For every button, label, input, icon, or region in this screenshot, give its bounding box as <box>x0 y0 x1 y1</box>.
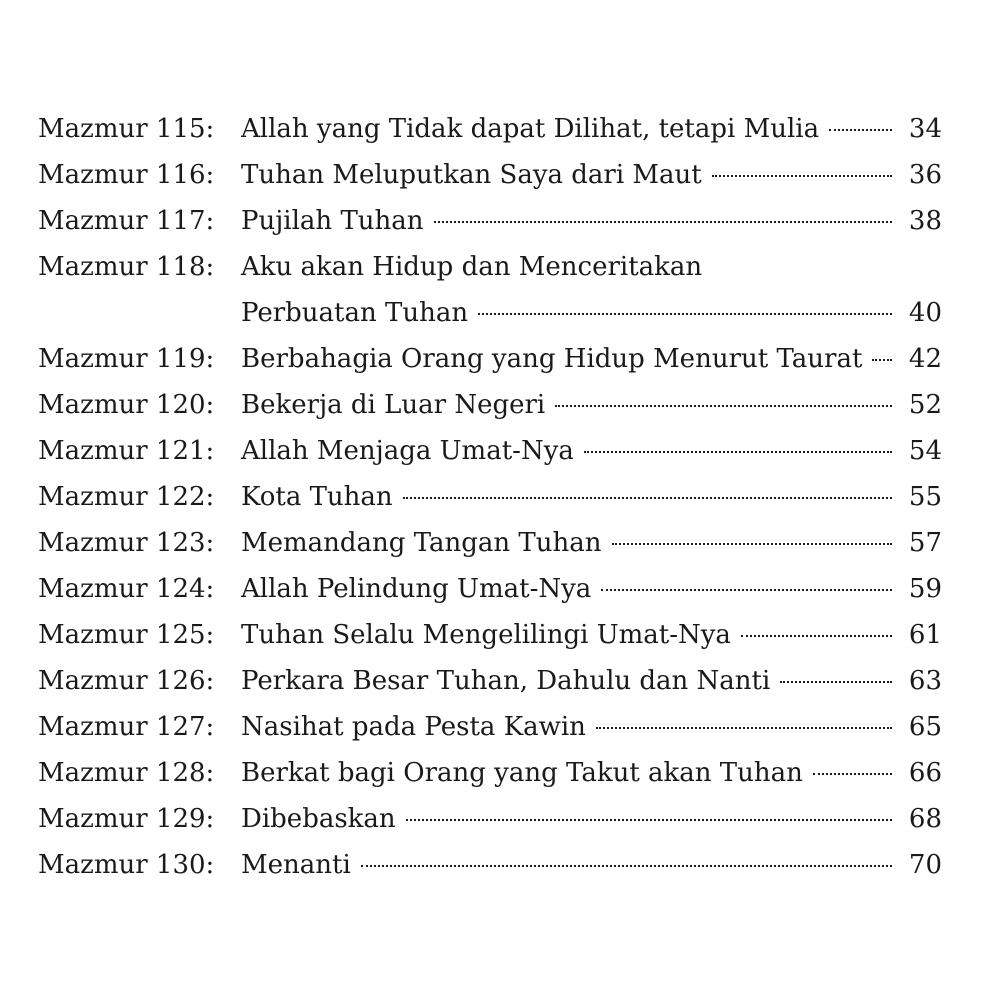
dot-leader <box>741 635 892 637</box>
toc-entry-page: 36 <box>908 160 942 190</box>
toc-entry-title-wrap <box>241 704 898 750</box>
toc-entry-page: 42 <box>908 344 942 374</box>
toc-entry-label: Mazmur 129: <box>38 804 215 834</box>
toc-entry-title-wrap <box>241 566 898 612</box>
toc-entry-label: Mazmur 116: <box>38 160 215 190</box>
toc-entry-label: Mazmur 127: <box>38 712 215 742</box>
toc-entry-title-wrap <box>241 152 898 198</box>
toc-entry-label: Mazmur 120: <box>38 390 215 420</box>
toc-entry-title-wrap <box>241 658 898 704</box>
toc-entry-label: Mazmur 123: <box>38 528 215 558</box>
toc-entry-title: Perkara Besar Tuhan, Dahulu dan Nanti <box>241 666 771 696</box>
toc-entry-title: Allah Menjaga Umat-Nya <box>241 436 574 466</box>
toc-entry-title-wrap <box>241 612 898 658</box>
toc-entry-page: 34 <box>908 114 942 144</box>
toc-entry-title: Nasihat pada Pesta Kawin <box>241 712 586 742</box>
toc-entry <box>38 750 942 796</box>
toc-entry <box>38 658 942 704</box>
toc-entry <box>38 336 942 382</box>
toc-entry-page: 61 <box>908 620 942 650</box>
toc-entry-title-wrap <box>241 750 898 796</box>
toc-entry-title-line1: Aku akan Hidup dan Menceritakan <box>241 252 703 282</box>
toc-entry-title-wrap <box>241 520 898 566</box>
toc-entry-label: Mazmur 124: <box>38 574 215 604</box>
toc-entry-title-wrap <box>241 290 898 336</box>
toc-entry-title: Tuhan Selalu Mengelilingi Umat-Nya <box>241 620 731 650</box>
toc-entry <box>38 566 942 612</box>
toc-entry-page: 40 <box>908 298 942 328</box>
dot-leader <box>712 175 892 177</box>
toc-entry-title-wrap <box>241 474 898 520</box>
toc-entry-page: 57 <box>908 528 942 558</box>
toc-entry-title-wrap <box>241 198 898 244</box>
toc-entry <box>38 796 942 842</box>
toc-entry-title: Allah Pelindung Umat-Nya <box>241 574 592 604</box>
toc-entry-title: Pujilah Tuhan <box>241 206 424 236</box>
toc-entry-page: 68 <box>908 804 942 834</box>
toc-entry-page: 66 <box>908 758 942 788</box>
dot-leader <box>872 359 892 361</box>
toc-entry-label: Mazmur 128: <box>38 758 215 788</box>
toc-entry-title-wrap <box>241 382 898 428</box>
toc-entry-title: Menanti <box>241 850 351 880</box>
toc-entry-title: Bekerja di Luar Negeri <box>241 390 546 420</box>
toc-entry <box>38 428 942 474</box>
dot-leader <box>829 129 892 131</box>
toc-entry-label: Mazmur 125: <box>38 620 215 650</box>
toc-entry-title: Allah yang Tidak dapat Dilihat, tetapi Mulia <box>241 114 820 144</box>
dot-leader <box>403 497 892 499</box>
toc-entry-page: 52 <box>908 390 942 420</box>
toc-entry <box>38 290 942 336</box>
dot-leader <box>612 543 892 545</box>
toc-entry <box>38 704 942 750</box>
toc-entry-label: Mazmur 122: <box>38 482 215 512</box>
toc-entry-first-line <box>38 244 942 290</box>
toc-entry-page: 63 <box>908 666 942 696</box>
toc-entry-label: Mazmur 115: <box>38 114 215 144</box>
toc-entry-label: Mazmur 118: <box>38 252 215 282</box>
toc-entry-title-wrap <box>241 796 898 842</box>
toc-entry-title: Berkat bagi Orang yang Takut akan Tuhan <box>241 758 803 788</box>
toc-entry-page: 55 <box>908 482 942 512</box>
dot-leader <box>434 221 892 223</box>
toc-entry-title: Kota Tuhan <box>241 482 393 512</box>
toc-entry <box>38 152 942 198</box>
toc-entry-page: 70 <box>908 850 942 880</box>
toc-entry-label: Mazmur 121: <box>38 436 215 466</box>
toc-entry <box>38 106 942 152</box>
dot-leader <box>813 773 892 775</box>
dot-leader <box>584 451 892 453</box>
toc-entry-page: 59 <box>908 574 942 604</box>
toc-entry-title: Perbuatan Tuhan <box>241 298 469 328</box>
toc-entry <box>38 198 942 244</box>
toc-entry-title-wrap <box>241 842 898 888</box>
toc-entry <box>38 842 942 888</box>
dot-leader <box>555 405 892 407</box>
toc-entry-title: Dibebaskan <box>241 804 396 834</box>
toc-entry-label: Mazmur 126: <box>38 666 215 696</box>
toc-entry-title: Tuhan Meluputkan Saya dari Maut <box>241 160 702 190</box>
toc-entry-page: 65 <box>908 712 942 742</box>
dot-leader <box>596 727 892 729</box>
toc-entry-page: 54 <box>908 436 942 466</box>
table-of-contents <box>38 106 942 888</box>
toc-entry-label: Mazmur 119: <box>38 344 215 374</box>
toc-entry-title-wrap <box>241 336 898 382</box>
toc-entry-title: Memandang Tangan Tuhan <box>241 528 602 558</box>
dot-leader <box>361 865 892 867</box>
toc-entry <box>38 382 942 428</box>
toc-entry <box>38 612 942 658</box>
dot-leader <box>780 681 892 683</box>
dot-leader <box>478 313 892 315</box>
toc-entry-title-wrap <box>241 106 898 152</box>
toc-entry-label: Mazmur 117: <box>38 206 215 236</box>
dot-leader <box>601 589 892 591</box>
toc-entry-title: Berbahagia Orang yang Hidup Menurut Taurat <box>241 344 863 374</box>
toc-entry-page: 38 <box>908 206 942 236</box>
toc-entry <box>38 474 942 520</box>
toc-entry <box>38 520 942 566</box>
toc-entry-title-wrap <box>241 428 898 474</box>
toc-entry-label: Mazmur 130: <box>38 850 215 880</box>
dot-leader <box>406 819 892 821</box>
